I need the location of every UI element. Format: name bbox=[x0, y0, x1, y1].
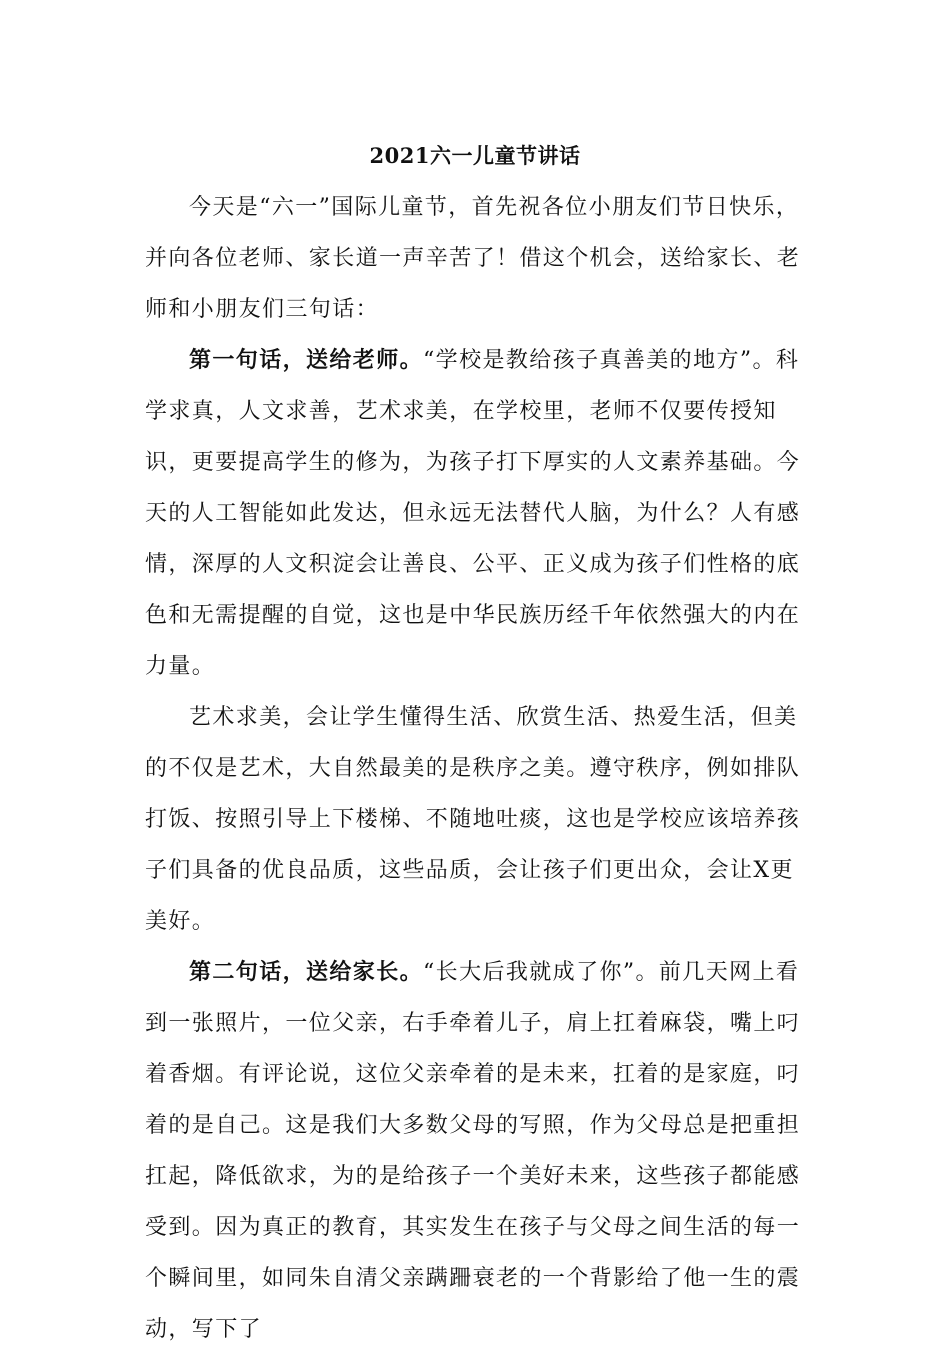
document-title: 2021六一儿童节讲话 bbox=[369, 143, 581, 168]
paragraph-parents bbox=[145, 947, 810, 1355]
paragraph-text: “长大后我就成了你”。前几天网上看到一张照片，一位父亲，右手牵着儿子，肩上扛着麻袋，嘴上叼着香烟。有评论说，这位父亲牵着的是未来，扛着的是家庭，叼着的是自己。这是我们大多数父母的写照，作为父母总是把重担扛起，降低欲求，为的是给孩子一个美好未来，这些孩子都能感受到。因为真正的教育，其实发生在孩子与父母之间生活的每一个瞬间里，如同朱自清父亲蹒跚衰老的一个背影给了他一生的震动，写下了 bbox=[145, 960, 801, 1342]
paragraph-text: 艺术求美，会让学生懂得生活、欣赏生活、热爱生活，但美的不仅是艺术，大自然最美的是秩序之美。遵守秩序，例如排队打饭、按照引导上下楼梯、不随地吐痰，这也是学校应该培养孩子们具备的优良品质，这些品质，会让孩子们更出众，会让X更美好。 bbox=[145, 705, 801, 934]
paragraph-lead: 第一句话，送给老师。 bbox=[189, 347, 424, 373]
paragraph-art bbox=[145, 692, 810, 947]
paragraph-teachers bbox=[145, 335, 810, 692]
paragraph-intro bbox=[145, 182, 810, 335]
document-body bbox=[145, 182, 810, 1355]
paragraph-text: “学校是教给孩子真善美的地方”。科学求真，人文求善，艺术求美，在学校里，老师不仅要传授知识，更要提高学生的修为，为孩子打下厚实的人文素养基础。今天的人工智能如此发达，但永远无法替代人脑，为什么？人有感情，深厚的人文积淀会让善良、公平、正义成为孩子们性格的底色和无需提醒的自觉，这也是中华民族历经千年依然强大的内在力量。 bbox=[145, 348, 801, 679]
paragraph-lead: 第二句话，送给家长。 bbox=[189, 959, 424, 985]
paragraph-text: 今天是“六一”国际儿童节，首先祝各位小朋友们节日快乐，并向各位老师、家长道一声辛苦了！借这个机会，送给家长、老师和小朋友们三句话： bbox=[145, 195, 801, 322]
